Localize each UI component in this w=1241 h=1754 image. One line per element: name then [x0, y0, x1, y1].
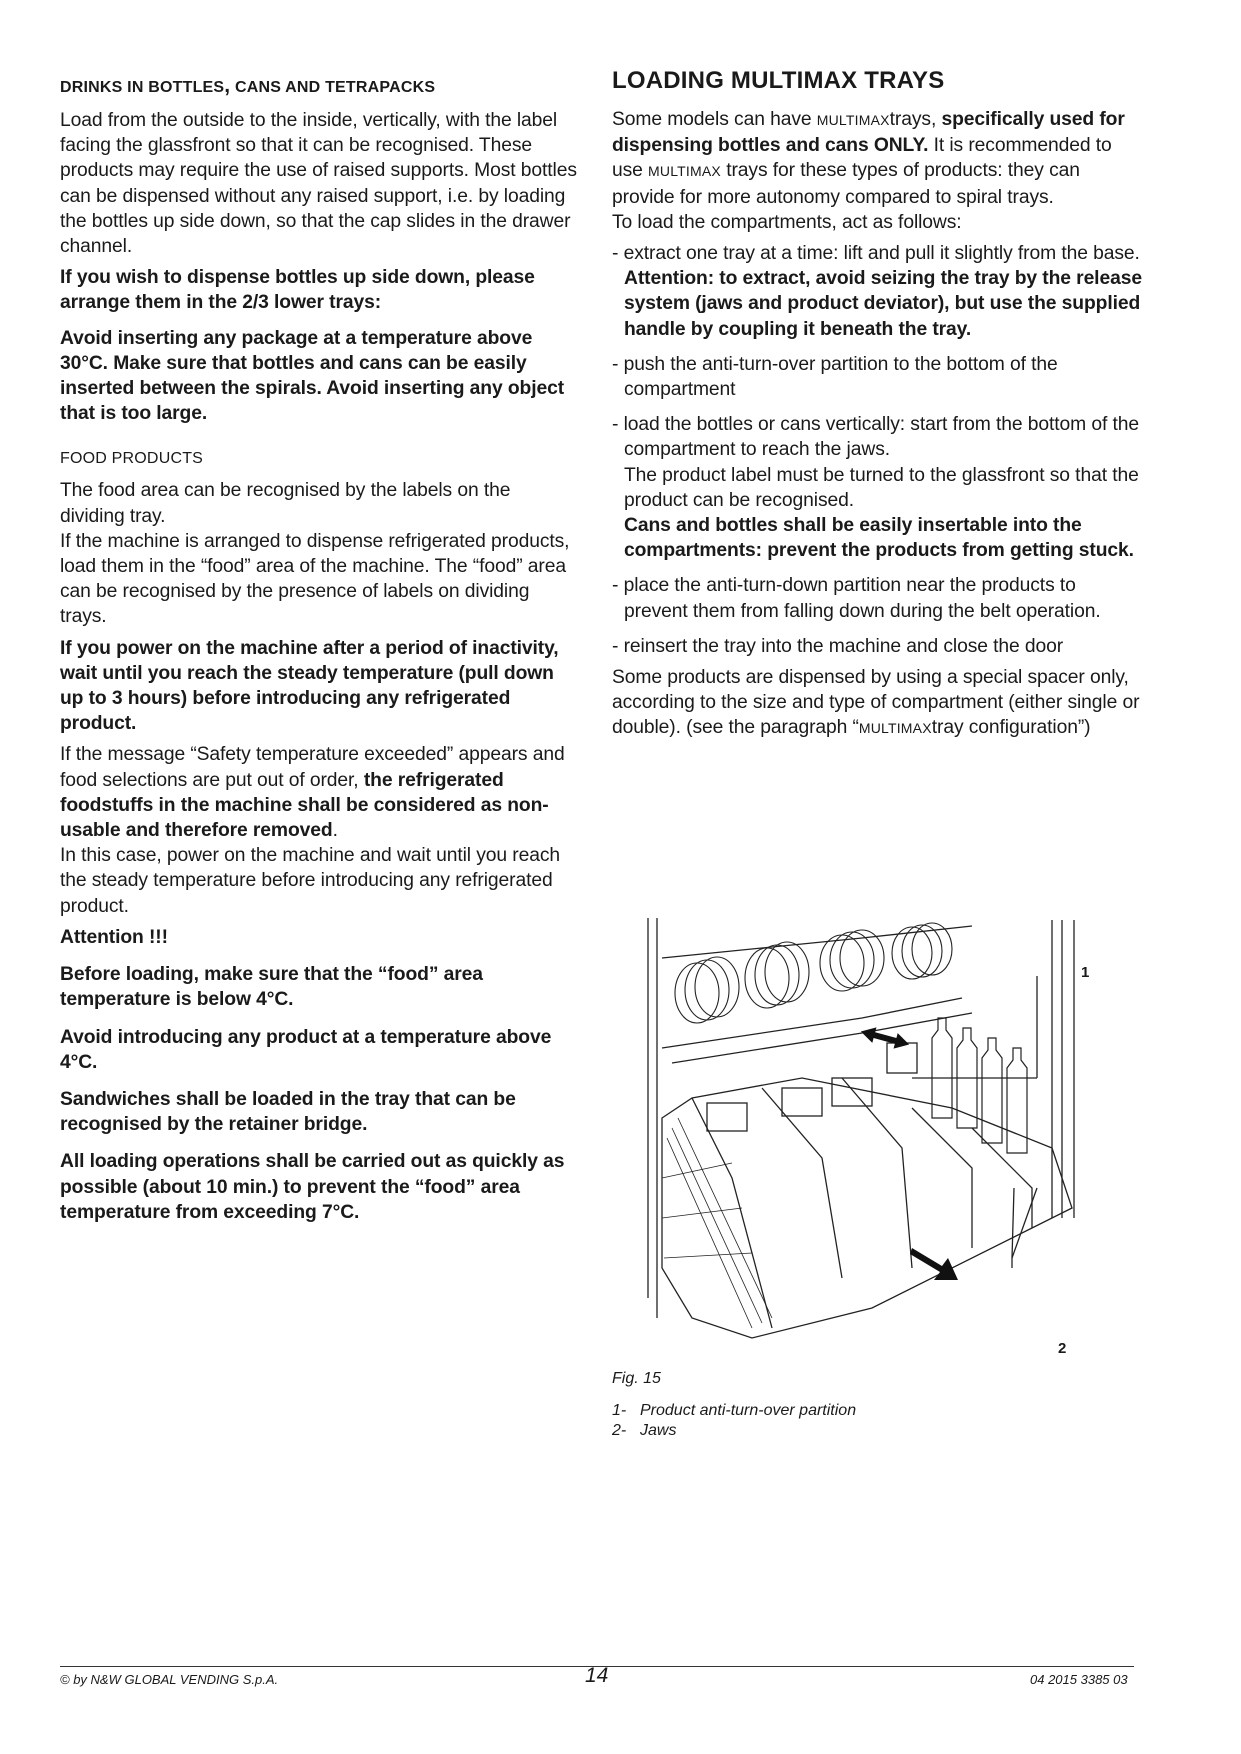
paragraph-bold: Attention !!!: [60, 926, 168, 948]
paragraph: If the machine is arranged to dispense refrigerated products, load them in the “food” area of the machine. The “food” area can be recognised by the presence of labels on dividing trays.: [60, 530, 570, 628]
figure-multimax-tray: [612, 918, 1142, 1358]
page-number: 14: [585, 1664, 609, 1687]
figure-caption: Fig. 15: [612, 1370, 661, 1387]
section-title-drinks: DRINKS IN BOTTLES, CANS AND TETRAPACKS: [60, 74, 436, 97]
paragraph-bold: Before loading, make sure that the “food” area temperature is below 4°C.: [60, 964, 483, 1011]
paragraph-bold: Avoid inserting any package at a temperature above 30°C. Make sure that bottles and cans can be easily inserted between the spirals. Avoid inserting any object that is too large.: [60, 327, 565, 425]
multimax-tray-illustration: [612, 918, 1142, 1358]
paragraph-bold: All loading operations shall be carried out as quickly as possible (about 10 min.) to prevent the “food” area temperature from exceeding 7°C.: [60, 1151, 565, 1223]
figure-label-2: 2: [1058, 1340, 1067, 1357]
list-item: - push the anti-turn-over partition to the bottom of the compartment: [612, 353, 1058, 401]
list-item: - extract one tray at a time: lift and pull it slightly from the base. Attention: to extract, avoid seizing the tray by the release system (jaws and product deviator), but use the supplied handle by coupling it beneath the tray.: [612, 243, 1142, 340]
paragraph: Some products are dispensed by using a special spacer only, according to the size and type of compartment (either single or double). (see the paragraph “MULTIMAXtray configuration”): [612, 667, 1140, 739]
paragraph: Some models can have MULTIMAXtrays, specifically used for dispensing bottles and cans ONLY. It is recommended to use MULTIMAX trays for these types of products: they can provide for more autonomy compared to spiral trays.: [612, 109, 1125, 208]
figure-label-1: 1: [1081, 964, 1090, 981]
footer-copyright: © by N&W GLOBAL VENDING S.p.A.: [60, 1672, 279, 1687]
paragraph-bold: If you power on the machine after a period of inactivity, wait until you reach the steady temperature (pull down up to 3 hours) before introducing any refrigerated product.: [60, 637, 559, 735]
page-title: LOADING MULTIMAX TRAYS: [612, 67, 945, 94]
figure-legend-item: 1- Product anti-turn-over partition: [612, 1402, 857, 1419]
paragraph: If the message “Safety temperature exceeded” appears and food selections are put out of order, the refrigerated foodstuffs in the machine shall be considered as non-usable and therefore removed.: [60, 744, 565, 842]
right-column: [612, 67, 1142, 748]
section-title-food: FOOD PRODUCTS: [60, 450, 204, 468]
paragraph-bold: Avoid introducing any product at a temperature above 4°C.: [60, 1026, 552, 1073]
paragraph: The food area can be recognised by the labels on the dividing tray.: [60, 480, 511, 527]
paragraph: In this case, power on the machine and wait until you reach the steady temperature before introducing any refrigerated product.: [60, 845, 560, 917]
paragraph: Load from the outside to the inside, vertically, with the label facing the glassfront so that it can be recognised. These products may require the use of raised supports. Most bottles can be dispensed without any raised support, i.e. by loading the bottles up side down, so that the cap slides in the drawer channel.: [60, 110, 577, 258]
figure-legend-item: 2- Jaws: [612, 1422, 677, 1439]
list-item: - place the anti-turn-down partition near the products to prevent them from falling down during the belt operation.: [612, 575, 1101, 622]
footer-doc-code: 04 2015 3385 03: [1030, 1672, 1128, 1687]
paragraph: To load the compartments, act as follows:: [612, 211, 962, 233]
list-item: - reinsert the tray into the machine and close the door: [612, 635, 1064, 657]
paragraph-bold: If you wish to dispense bottles up side down, please arrange them in the 2/3 lower trays:: [60, 267, 535, 314]
list-item: - load the bottles or cans vertically: start from the bottom of the compartment to reach the jaws. The product label must be turned to the glassfront so that the product can be recognised. Cans and bottles shall be easily insertable into the compartments: prevent the products from getting stuck.: [612, 414, 1139, 562]
left-column: [60, 70, 580, 1231]
paragraph-bold: Sandwiches shall be loaded in the tray that can be recognised by the retainer bridge.: [60, 1088, 516, 1136]
